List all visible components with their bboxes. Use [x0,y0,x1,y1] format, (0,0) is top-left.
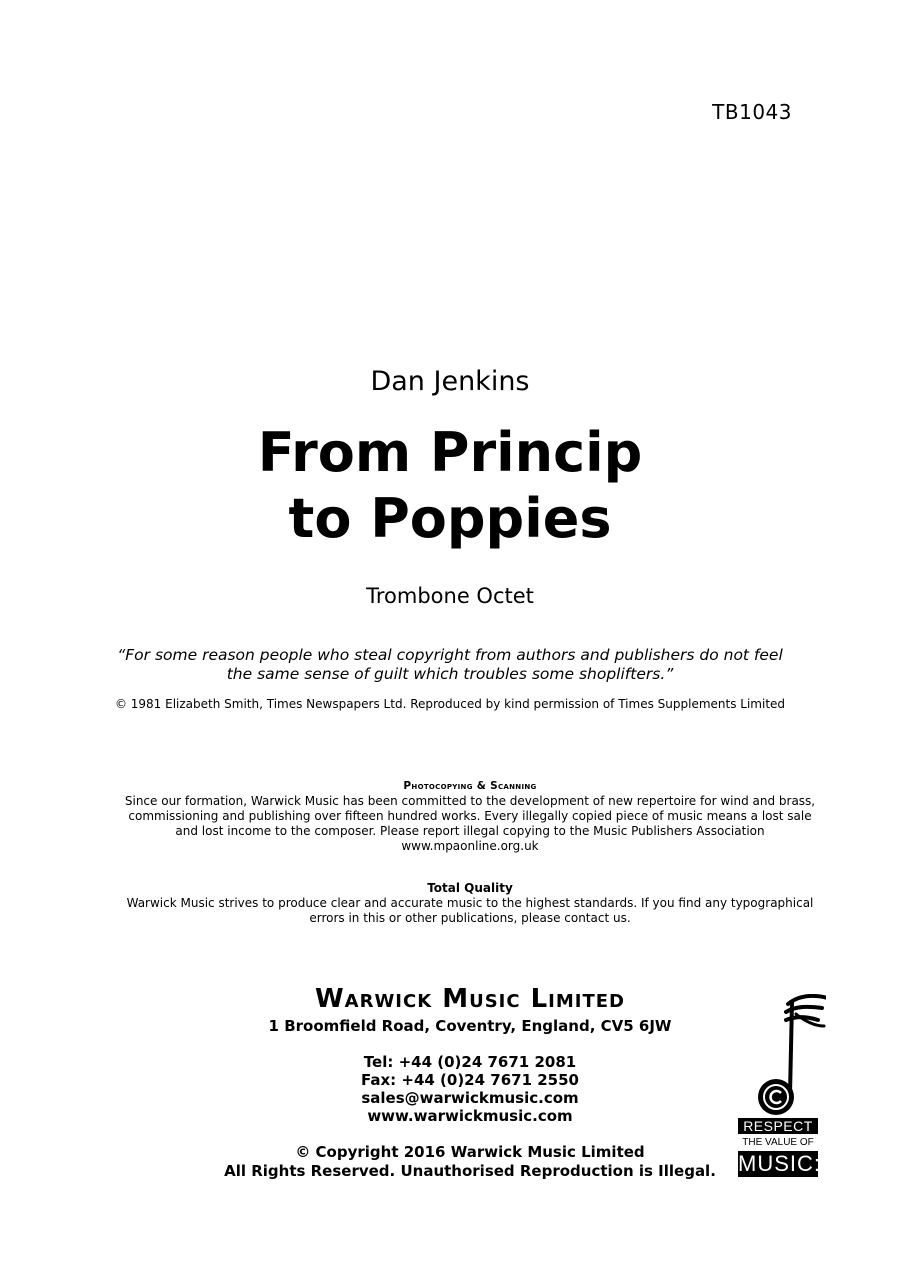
quote-credit: © 1981 Elizabeth Smith, Times Newspapers Ltd. Reproduced by kind permission of Times Supplements Limited [114,697,786,711]
copyright-line: © Copyright 2016 Warwick Music Limited [295,1143,645,1161]
logo-respect-text: RESPECT [738,1118,818,1134]
total-quality-section [120,881,820,926]
photocopying-section [120,779,820,854]
title-line-2: to Poppies [288,487,612,550]
logo-the-value-of-text: THE VALUE OF [742,1137,814,1148]
rights-line: All Rights Reserved. Unauthorised Reproduction is Illegal. [224,1162,716,1180]
publisher-address: 1 Broomfield Road, Coventry, England, CV5 6JW [268,1017,672,1035]
publisher-block [170,982,770,1181]
total-quality-body: Warwick Music strives to produce clear and accurate music to the highest standards. If you find any typographical errors in this or other publications, please contact us. [126,896,814,925]
publisher-website: www.warwickmusic.com [367,1107,573,1125]
respect-the-value-of-music-logo [736,994,826,1182]
publisher-contact [170,1053,770,1125]
publisher-tel: Tel: +44 (0)24 7671 2081 [363,1053,577,1071]
photocopying-heading: Photocopying & Scanning [403,780,537,792]
logo-music-text: MUSIC: [738,1151,821,1176]
instrumentation: Trombone Octet [366,584,534,608]
composer-name: Dan Jenkins [370,366,530,397]
copyright-quote [0,646,900,684]
total-quality-heading: Total Quality [427,881,513,895]
publisher-name: Warwick Music Limited [314,984,626,1014]
publisher-fax: Fax: +44 (0)24 7671 2550 [360,1071,579,1089]
quote-line-2: the same sense of guilt which troubles some shoplifters.” [226,665,674,683]
title-line-1: From Princip [257,421,643,484]
publisher-email: sales@warwickmusic.com [361,1089,579,1107]
copyright-notice [170,1143,770,1181]
piece-title [0,420,900,552]
catalog-number: TB1043 [712,100,792,124]
quote-line-1: “For some reason people who steal copyright from authors and publishers do not feel [117,646,783,664]
copyright-note-icon [736,994,826,1118]
photocopying-body: Since our formation, Warwick Music has been committed to the development of new repertoire for wind and brass, commissioning and publishing over fifteen hundred works. Every illegally copied piece of music means a lost sale and lost income to the composer. Please report illegal copying to the Music Publishers Association www.mpaonline.org.uk [124,794,816,853]
